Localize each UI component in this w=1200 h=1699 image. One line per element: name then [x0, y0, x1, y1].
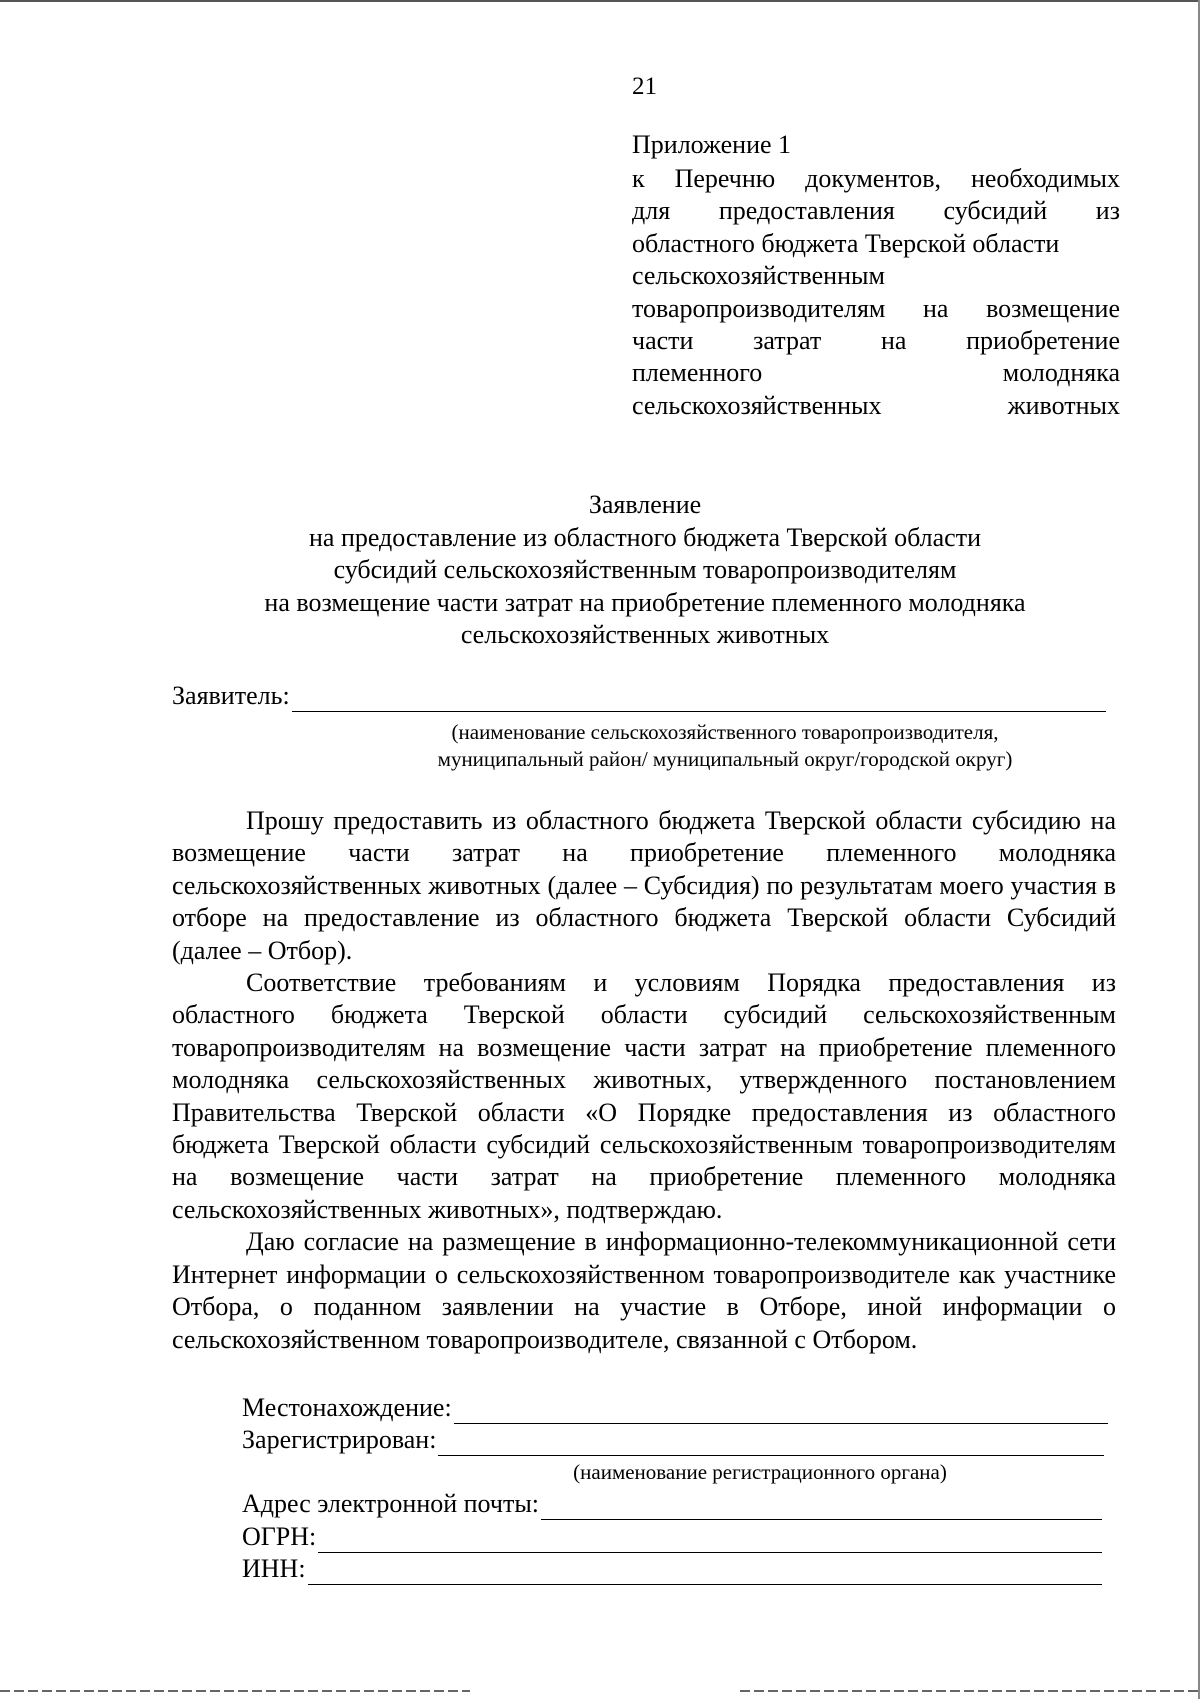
appendix-line: товаропроизводителям на возмещение [632, 293, 1120, 323]
heading-line: на возмещение части затрат на приобретение племенного молодняка [264, 587, 1026, 617]
heading-line: сельскохозяйственных животных [460, 620, 830, 649]
ogrn-field[interactable] [242, 1521, 1102, 1553]
location-label: Местонахождение: [242, 1393, 452, 1422]
appendix-line: сельскохозяйственных животных [632, 390, 1120, 420]
appendix-line: сельскохозяйственным [632, 261, 885, 291]
scan-edge-top [0, 0, 1200, 2]
ogrn-label: ОГРН: [242, 1522, 317, 1551]
heading-title: Заявление [588, 490, 702, 519]
email-input-line[interactable] [541, 1493, 1102, 1520]
inn-label: ИНН: [242, 1554, 306, 1583]
appendix-title: Приложение 1 [632, 130, 792, 159]
appendix-line: племенного молодняка [632, 358, 1120, 388]
ogrn-input-line[interactable] [318, 1526, 1102, 1553]
body-paragraph: Прошу предоставить из областного бюджета Тверской области субсидию на возмещение части затрат на приобретение племенного молодняка сельскохозяйственных животных (далее – Субсидия) по результатам моего участия в отборе на предоставление из областного бюджета Тверской области Субсидий (далее – Отбор). [172, 806, 1116, 965]
document-heading [160, 489, 1130, 652]
scan-edge-bottom [740, 1690, 1200, 1692]
registered-input-line[interactable] [438, 1429, 1104, 1456]
registered-label: Зарегистрирован: [242, 1425, 437, 1454]
location-field[interactable] [242, 1392, 1108, 1424]
registered-field[interactable] [242, 1424, 1104, 1456]
applicant-field[interactable] [172, 680, 1106, 712]
registered-hint: (наименование регистрационного органа) [573, 1460, 947, 1484]
heading-line: субсидий сельскохозяйственным товаропроизводителям [333, 555, 957, 584]
applicant-hint-line: муниципальный район/ муниципальный округ/городской округ) [437, 747, 1013, 771]
applicant-hint [360, 719, 1090, 773]
appendix-line: части затрат на приобретение [632, 326, 1120, 356]
page-number: 21 [632, 73, 657, 100]
application-body [172, 805, 1116, 1356]
email-label: Адрес электронной почты: [242, 1489, 540, 1518]
inn-field[interactable] [242, 1553, 1102, 1585]
scan-edge-bottom [0, 1690, 470, 1692]
applicant-label: Заявитель: [172, 681, 290, 710]
inn-input-line[interactable] [308, 1558, 1102, 1585]
appendix-line: для предоставления субсидий из [632, 196, 1120, 226]
applicant-hint-line: (наименование сельскохозяйственного товаропроизводителя, [451, 720, 999, 744]
appendix-reference [632, 163, 1120, 422]
applicant-input-line[interactable] [292, 685, 1106, 712]
email-field[interactable] [242, 1488, 1102, 1520]
body-paragraph: Даю согласие на размещение в информационно-телекоммуникационной сети Интернет информации о сельскохозяйственном товаропроизводителе как участнике Отбора, о поданном заявлении на участие в Отборе, иной информации о сельскохозяйственном товаропроизводителе, связанной с Отбором. [172, 1227, 1116, 1354]
body-paragraph: Соответствие требованиям и условиям Порядка предоставления из областного бюджета Тверской области субсидий сельскохозяйственным товаропроизводителям на возмещение части затрат на приобретение племенного молодняка сельскохозяйственных животных, утвержденного постановлением Правительства Тверской области «О Порядке предоставления из областного бюджета Тверской области субсидий сельскохозяйственным товаропроизводителям на возмещение части затрат на приобретение племенного молодняка сельскохозяйственных животных», подтверждаю. [172, 968, 1116, 1224]
appendix-line: областного бюджета Тверской области [632, 228, 1060, 258]
location-input-line[interactable] [454, 1397, 1108, 1424]
appendix-line: к Перечню документов, необходимых [632, 164, 1120, 193]
heading-line: на предоставление из областного бюджета Тверской области [308, 522, 981, 552]
